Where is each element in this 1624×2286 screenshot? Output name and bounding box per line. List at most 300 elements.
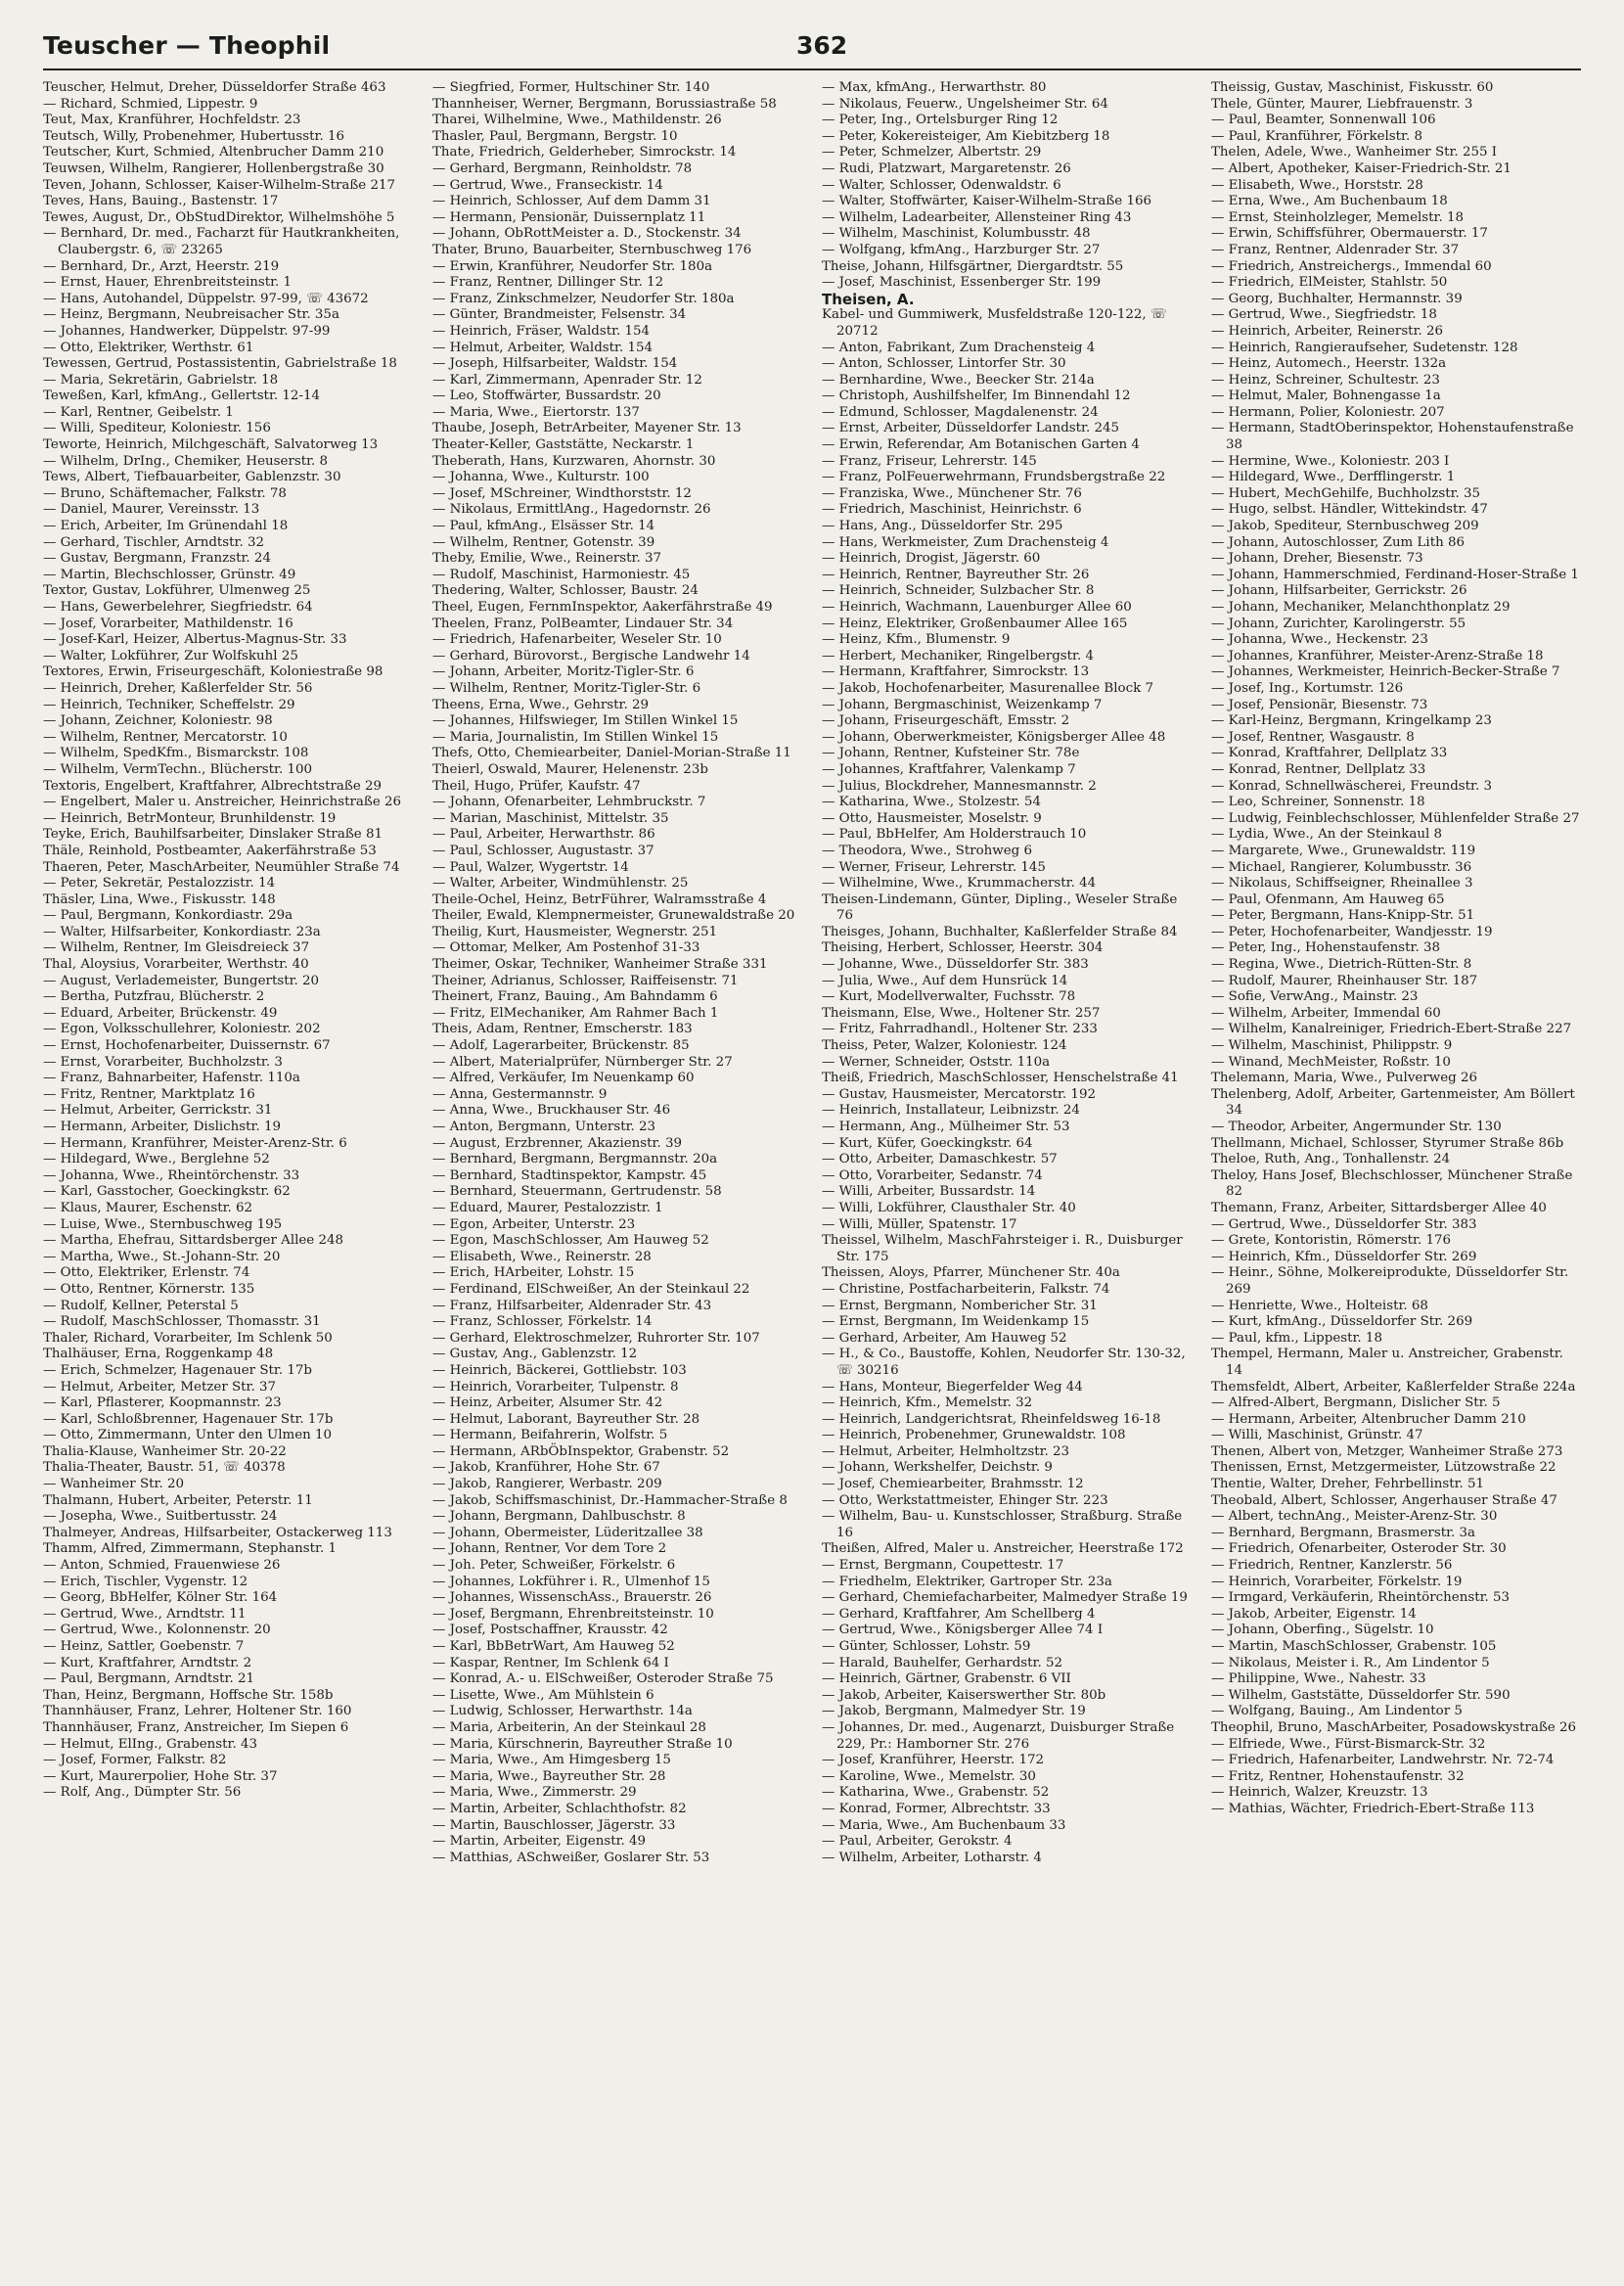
- directory-entry: — Leo, Schreiner, Sonnenstr. 18: [1211, 795, 1425, 810]
- directory-entry: — Heinr., Söhne, Molkereiprodukte, Düsseldorfer Str. 269: [1211, 1265, 1569, 1297]
- directory-entry: — Kaspar, Rentner, Im Schlenk 64 I: [432, 1655, 669, 1670]
- directory-entry: Thater, Bruno, Bauarbeiter, Sternbuschweg 176: [432, 242, 752, 257]
- directory-entry: — Maria, Sekretärin, Gabrielstr. 18: [43, 372, 279, 388]
- column-3: [822, 80, 1194, 2268]
- directory-entry: — Edmund, Schlosser, Magdalenenstr. 24: [822, 404, 1099, 420]
- directory-entry: — Josef, Maschinist, Essenberger Str. 199: [822, 275, 1102, 291]
- directory-entry: — Ludwig, Feinblechschlosser, Mühlenfelder Straße 27: [1211, 810, 1580, 826]
- directory-entry: — Josef, Chemiearbeiter, Brahmsstr. 12: [822, 1477, 1084, 1492]
- directory-entry: — Konrad, Rentner, Dellplatz 33: [1211, 761, 1426, 777]
- directory-entry: — Heinrich, Dreher, Kaßlerfelder Str. 56: [43, 680, 313, 696]
- directory-entry: — Bertha, Putzfrau, Blücherstr. 2: [43, 989, 265, 1005]
- directory-entry: — Martha, Wwe., St.-Johann-Str. 20: [43, 1249, 281, 1264]
- directory-entry: — Hubert, MechGehilfe, Buchholzstr. 35: [1211, 485, 1481, 501]
- directory-entry: — Friedrich, Hafenarbeiter, Landwehrstr. Nr. 72-74: [1211, 1753, 1555, 1768]
- directory-entry: Teuwsen, Wilhelm, Rangierer, Hollenbergstraße 30: [43, 160, 384, 176]
- directory-entry: — Heinz, Elektriker, Großenbaumer Allee 165: [822, 616, 1128, 631]
- directory-entry: — Hans, Monteur, Biegerfelder Weg 44: [822, 1379, 1083, 1394]
- directory-entry: — Helmut, Arbeiter, Metzer Str. 37: [43, 1379, 277, 1394]
- directory-entry: Theissen, Aloys, Pfarrer, Münchener Str. 40a: [822, 1265, 1120, 1281]
- directory-entry: Thempel, Hermann, Maler u. Anstreicher, Grabenstr. 14: [1211, 1347, 1563, 1378]
- directory-entry: — Regina, Wwe., Dietrich-Rütten-Str. 8: [1211, 957, 1472, 973]
- directory-entry: — Erwin, Referendar, Am Botanischen Garten 4: [822, 437, 1140, 453]
- directory-entry: — Ferdinand, ElSchweißer, An der Steinkaul 22: [432, 1281, 750, 1297]
- directory-entry: Than, Heinz, Bergmann, Hoffsche Str. 158b: [43, 1687, 334, 1703]
- directory-entry: — Ernst, Vorarbeiter, Buchholzstr. 3: [43, 1054, 283, 1070]
- directory-entry: — Ernst, Bergmann, Coupettestr. 17: [822, 1558, 1064, 1574]
- directory-entry: Theiner, Adrianus, Schlosser, Raiffeisenstr. 71: [432, 973, 739, 988]
- directory-entry: — Wilhelm, Gaststätte, Düsseldorfer Str. 590: [1211, 1687, 1511, 1703]
- directory-entry: — Erich, HArbeiter, Lohstr. 15: [432, 1265, 635, 1281]
- directory-entry: — Otto, Zimmermann, Unter den Ulmen 10: [43, 1428, 333, 1443]
- directory-entry: — Gerhard, Elektroschmelzer, Ruhrorter Str. 107: [432, 1330, 760, 1346]
- directory-entry: — Heinrich, Techniker, Scheffelstr. 29: [43, 697, 295, 712]
- directory-entry: Theiss, Peter, Walzer, Koloniestr. 124: [822, 1038, 1067, 1054]
- directory-entry: — Walter, Arbeiter, Windmühlenstr. 25: [432, 876, 689, 892]
- directory-entry: — Heinrich, Probenehmer, Grunewaldstr. 108: [822, 1428, 1126, 1443]
- directory-entry: Themann, Franz, Arbeiter, Sittardsberger Allee 40: [1211, 1200, 1547, 1215]
- directory-entry: Teyke, Erich, Bauhilfsarbeiter, Dinslaker Straße 81: [43, 827, 383, 843]
- directory-entry: — Johann, Bergmann, Dahlbuschstr. 8: [432, 1509, 686, 1525]
- directory-entry: — Heinrich, Landgerichtsrat, Rheinfeldsweg 16-18: [822, 1411, 1161, 1427]
- directory-entry: Theil, Hugo, Prüfer, Kaufstr. 47: [432, 778, 641, 794]
- directory-entry: — Luise, Wwe., Sternbuschweg 195: [43, 1216, 283, 1232]
- directory-entry: — Johann, Dreher, Biesenstr. 73: [1211, 551, 1423, 567]
- directory-entry: — Jakob, Kranführer, Hohe Str. 67: [432, 1460, 660, 1476]
- directory-entry: — Karl, BbBetrWart, Am Hauweg 52: [432, 1639, 675, 1654]
- directory-entry: — Konrad, Kraftfahrer, Dellplatz 33: [1211, 746, 1448, 761]
- directory-entry: — Rudi, Platzwart, Margaretenstr. 26: [822, 160, 1071, 176]
- directory-entry: — Hildegard, Wwe., Derfflingerstr. 1: [1211, 470, 1456, 485]
- directory-entry: — Johann, Bergmaschinist, Weizenkamp 7: [822, 697, 1103, 712]
- directory-entry: — Ottomar, Melker, Am Postenhof 31-33: [432, 940, 700, 956]
- directory-entry: Theobald, Albert, Schlosser, Angerhauser Straße 47: [1211, 1492, 1557, 1508]
- directory-entry: — Friedrich, Rentner, Kanzlerstr. 56: [1211, 1558, 1453, 1574]
- column-4: [1211, 80, 1583, 2268]
- directory-entry: — Erich, Schmelzer, Hagenauer Str. 17b: [43, 1362, 312, 1378]
- directory-entry: — Erich, Arbeiter, Im Grünendahl 18: [43, 519, 289, 534]
- directory-entry: Teven, Johann, Schlosser, Kaiser-Wilhelm-Straße 217: [43, 177, 396, 193]
- directory-entry: — Otto, Rentner, Körnerstr. 135: [43, 1281, 255, 1297]
- directory-entry: — Richard, Schmied, Lippestr. 9: [43, 96, 258, 112]
- directory-entry: — Martin, Arbeiter, Schlachthofstr. 82: [432, 1801, 687, 1816]
- directory-entry: — Johann, Oberfing., Sügelstr. 10: [1211, 1623, 1434, 1638]
- directory-entry: — Hugo, selbst. Händler, Wittekindstr. 47: [1211, 502, 1488, 518]
- directory-entry: — Bernhard, Bergmann, Bergmannstr. 20a: [432, 1152, 718, 1167]
- directory-entry: Thellmann, Michael, Schlosser, Styrumer Straße 86b: [1211, 1135, 1564, 1151]
- directory-entry: — Leo, Stoffwärter, Bussardstr. 20: [432, 389, 661, 404]
- directory-entry: — Josef, Former, Falkstr. 82: [43, 1753, 227, 1768]
- directory-entry: — Otto, Arbeiter, Damaschkestr. 57: [822, 1152, 1058, 1167]
- directory-entry: — Fritz, Fahrradhandl., Holtener Str. 233: [822, 1022, 1098, 1037]
- directory-entry: — Heinrich, Arbeiter, Reinerstr. 26: [1211, 323, 1444, 339]
- directory-entry: — Herbert, Mechaniker, Ringelbergstr. 4: [822, 648, 1095, 663]
- directory-entry: — Kurt, Maurerpolier, Hohe Str. 37: [43, 1768, 278, 1784]
- directory-entry: — Gertrud, Wwe., Franseckistr. 14: [432, 177, 663, 193]
- directory-entry: — Johannes, Kranführer, Meister-Arenz-Straße 18: [1211, 648, 1544, 663]
- directory-entry: — Karl-Heinz, Bergmann, Kringelkamp 23: [1211, 713, 1492, 729]
- directory-entry: — Margarete, Wwe., Grunewaldstr. 119: [1211, 843, 1476, 858]
- directory-entry: Thal, Aloysius, Vorarbeiter, Werthstr. 40: [43, 957, 309, 973]
- directory-entry: — Karl, Zimmermann, Apenrader Str. 12: [432, 372, 702, 388]
- directory-entry: Teuscher, Helmut, Dreher, Düsseldorfer Straße 463: [43, 80, 386, 95]
- directory-entry: — Wilhelm, Arbeiter, Lotharstr. 4: [822, 1850, 1042, 1865]
- directory-entry: — Wilhelm, Rentner, Gotenstr. 39: [432, 534, 655, 550]
- directory-entry: Textoris, Engelbert, Kraftfahrer, Albrechtstraße 29: [43, 778, 383, 794]
- directory-entry: Teves, Hans, Bauing., Bastenstr. 17: [43, 194, 279, 209]
- directory-entry: — Karl, Rentner, Geibelstr. 1: [43, 404, 234, 420]
- directory-entry: — Willi, Spediteur, Koloniestr. 156: [43, 421, 271, 436]
- directory-entry: — H., & Co., Baustoffe, Kohlen, Neudorfer Str. 130-32, ☏ 30216: [822, 1347, 1186, 1378]
- directory-entry: — Gerhard, Arbeiter, Am Hauweg 52: [822, 1330, 1067, 1346]
- directory-entry: — Jakob, Arbeiter, Eigenstr. 14: [1211, 1606, 1417, 1622]
- directory-entry: — Gerhard, Chemiefacharbeiter, Malmedyer Straße 19: [822, 1590, 1188, 1606]
- directory-entry: — Heinrich, Schlosser, Auf dem Damm 31: [432, 194, 711, 209]
- directory-entry: — Gerhard, Tischler, Arndtstr. 32: [43, 534, 265, 550]
- directory-entry: Thasler, Paul, Bergmann, Bergstr. 10: [432, 128, 678, 144]
- directory-entry: — Wilhelm, VermTechn., Blücherstr. 100: [43, 761, 313, 777]
- directory-entry: — Josef, Pensionär, Biesenstr. 73: [1211, 697, 1428, 712]
- directory-entry: — Günter, Schlosser, Lohstr. 59: [822, 1639, 1031, 1654]
- directory-entry: Theis, Adam, Rentner, Emscherstr. 183: [432, 1022, 693, 1037]
- directory-entry: — Helmut, Maler, Bohnengasse 1a: [1211, 389, 1441, 404]
- directory-entry: — Fritz, Rentner, Hohenstaufenstr. 32: [1211, 1768, 1465, 1784]
- directory-entry: — Heinrich, Kfm., Düsseldorfer Str. 269: [1211, 1249, 1477, 1264]
- directory-entry: Thelen, Adele, Wwe., Wanheimer Str. 255 I: [1211, 145, 1498, 160]
- directory-entry: — Willi, Arbeiter, Bussardstr. 14: [822, 1184, 1036, 1200]
- directory-entry: Theloe, Ruth, Ang., Tonhallenstr. 24: [1211, 1152, 1451, 1167]
- directory-entry: — Heinz, Automech., Heerstr. 132a: [1211, 356, 1447, 372]
- directory-entry: — Albert, technAng., Meister-Arenz-Str. 30: [1211, 1509, 1498, 1525]
- directory-entry: Theissig, Gustav, Maschinist, Fiskusstr. 60: [1211, 80, 1494, 95]
- directory-entry: — Otto, Elektriker, Erlenstr. 74: [43, 1265, 250, 1281]
- directory-entry: — Nikolaus, Schiffseigner, Rheinallee 3: [1211, 876, 1473, 892]
- directory-entry: — Irmgard, Verkäuferin, Rheintörchenstr. 53: [1211, 1590, 1511, 1606]
- directory-entry: — Werner, Schneider, Oststr. 110a: [822, 1054, 1051, 1070]
- directory-entry: — Wilhelm, Maschinist, Kolumbusstr. 48: [822, 226, 1091, 242]
- directory-entry: — Franz, Schlosser, Förkelstr. 14: [432, 1314, 653, 1330]
- page-header: [43, 23, 1581, 70]
- directory-entry: — Peter, Schmelzer, Albertstr. 29: [822, 145, 1042, 160]
- directory-entry: — Günter, Brandmeister, Felsenstr. 34: [432, 307, 687, 323]
- directory-entry: — Johann, Mechaniker, Melanchthonplatz 29: [1211, 600, 1511, 615]
- directory-entry: — Heinrich, Drogist, Jägerstr. 60: [822, 551, 1041, 567]
- directory-entry: — Lydia, Wwe., An der Steinkaul 8: [1211, 827, 1443, 843]
- directory-entry: — Heinrich, Vorarbeiter, Förkelstr. 19: [1211, 1574, 1463, 1589]
- directory-entry: — Peter, Ing., Hohenstaufenstr. 38: [1211, 940, 1440, 956]
- directory-entry: — Ernst, Hochofenarbeiter, Duissernstr. 67: [43, 1038, 331, 1054]
- directory-entry: — Wolfgang, kfmAng., Harzburger Str. 27: [822, 242, 1101, 257]
- directory-entry: — Josepha, Wwe., Suitbertusstr. 24: [43, 1509, 278, 1525]
- directory-entry: — Gerhard, Bergmann, Reinholdstr. 78: [432, 160, 693, 176]
- directory-entry: — Engelbert, Maler u. Anstreicher, Heinrichstraße 26: [43, 795, 402, 810]
- directory-entry: — Ernst, Bergmann, Nombericher Str. 31: [822, 1298, 1098, 1313]
- directory-entry: — Georg, Buchhalter, Hermannstr. 39: [1211, 291, 1463, 306]
- directory-entry: — Paul, Kranführer, Förkelstr. 8: [1211, 128, 1422, 144]
- directory-entry: — Heinz, Schreiner, Schultestr. 23: [1211, 372, 1440, 388]
- directory-entry: — Elisabeth, Wwe., Reinerstr. 28: [432, 1249, 652, 1264]
- directory-entry: — Paul, Arbeiter, Herwarthstr. 86: [432, 827, 655, 843]
- directory-entry: — Jakob, Spediteur, Sternbuschweg 209: [1211, 519, 1479, 534]
- directory-entry: — Johannes, Handwerker, Düppelstr. 97-99: [43, 323, 331, 339]
- directory-entry: — Heinrich, Schneider, Sulzbacher Str. 8: [822, 583, 1095, 599]
- directory-entry: — Heinz, Arbeiter, Alsumer Str. 42: [432, 1395, 663, 1411]
- directory-entry: — Heinrich, Fräser, Waldstr. 154: [432, 323, 651, 339]
- directory-entry: — Alfred-Albert, Bergmann, Dislicher Str. 5: [1211, 1395, 1501, 1411]
- directory-entry: — Gustav, Hausmeister, Mercatorstr. 192: [822, 1086, 1096, 1102]
- directory-entry: Theisen, A.: [822, 290, 915, 308]
- directory-entry: Thate, Friedrich, Gelderheber, Simrockstr. 14: [432, 145, 737, 160]
- directory-entry: — Helmut, ElIng., Grabenstr. 43: [43, 1736, 257, 1752]
- directory-entry: — Friedrich, Hafenarbeiter, Weseler Str. 10: [432, 632, 722, 648]
- directory-entry: — Josef-Karl, Heizer, Albertus-Magnus-Str. 33: [43, 632, 347, 648]
- directory-entry: — Paul, Bergmann, Konkordiastr. 29a: [43, 908, 293, 924]
- directory-entry: — Maria, Arbeiterin, An der Steinkaul 28: [432, 1719, 706, 1735]
- directory-entry: — Maria, Wwe., Am Himgesberg 15: [432, 1753, 671, 1768]
- directory-entry: — Klaus, Maurer, Eschenstr. 62: [43, 1200, 253, 1215]
- directory-entry: — Paul, kfm., Lippestr. 18: [1211, 1330, 1382, 1346]
- directory-entry: — Wilhelm, Bau- u. Kunstschlosser, Straßburg. Straße 16: [822, 1509, 1183, 1540]
- directory-entry: Theloy, Hans Josef, Blechschlosser, Münchener Straße 82: [1211, 1167, 1573, 1200]
- directory-entry: Themsfeldt, Albert, Arbeiter, Kaßlerfelder Straße 224a: [1211, 1379, 1576, 1394]
- directory-entry: — Paul, Ofenmann, Am Hauweg 65: [1211, 892, 1445, 907]
- directory-entry: — Konrad, Former, Albrechtstr. 33: [822, 1801, 1051, 1816]
- directory-entry: — Matthias, ASchweißer, Goslarer Str. 53: [432, 1850, 710, 1865]
- directory-entry: — Erwin, Schiffsführer, Obermauerstr. 17: [1211, 226, 1488, 242]
- directory-entry: — Erna, Wwe., Am Buchenbaum 18: [1211, 194, 1448, 209]
- directory-entry: Thalia-Klause, Wanheimer Str. 20-22: [43, 1443, 287, 1459]
- directory-entry: — Josef, Ing., Kortumstr. 126: [1211, 680, 1404, 696]
- directory-entry: — Johann, ObRottMeister a. D., Stockenstr. 34: [432, 226, 742, 242]
- directory-entry: — Maria, Journalistin, Im Stillen Winkel 15: [432, 729, 719, 745]
- directory-entry: — Heinz, Kfm., Blumenstr. 9: [822, 632, 1011, 648]
- directory-entry: — Hildegard, Wwe., Berglehne 52: [43, 1152, 270, 1167]
- directory-entry: — Heinrich, Vorarbeiter, Tulpenstr. 8: [432, 1379, 679, 1394]
- directory-entry: — Bernhardine, Wwe., Beecker Str. 214a: [822, 372, 1095, 388]
- directory-entry: Thannhäuser, Franz, Anstreicher, Im Siepen 6: [43, 1719, 349, 1735]
- directory-entry: — Paul, Arbeiter, Gerokstr. 4: [822, 1834, 1013, 1850]
- directory-entry: Theising, Herbert, Schlosser, Heerstr. 304: [822, 940, 1104, 956]
- directory-entry: — Michael, Rangierer, Kolumbusstr. 36: [1211, 859, 1472, 875]
- directory-entry: — Helmut, Arbeiter, Helmholtzstr. 23: [822, 1443, 1070, 1459]
- directory-entry: — Gertrud, Wwe., Siegfriedstr. 18: [1211, 307, 1437, 323]
- directory-entry: — Johannes, WissenschAss., Brauerstr. 26: [432, 1590, 712, 1606]
- directory-entry: — Paul, kfmAng., Elsässer Str. 14: [432, 519, 655, 534]
- directory-entry: Tews, Albert, Tiefbauarbeiter, Gablenzstr. 30: [43, 470, 341, 485]
- directory-entry: — Hermann, Arbeiter, Altenbrucher Damm 210: [1211, 1411, 1526, 1427]
- directory-entry: — Walter, Lokführer, Zur Wolfskuhl 25: [43, 648, 298, 663]
- directory-entry: — Gustav, Ang., Gablenzstr. 12: [432, 1347, 638, 1362]
- directory-entry: Thamm, Alfred, Zimmermann, Stephanstr. 1: [43, 1541, 338, 1557]
- directory-entry: — Wilhelm, Rentner, Moritz-Tigler-Str. 6: [432, 680, 701, 696]
- directory-entry: Thenissen, Ernst, Metzgermeister, Lützowstraße 22: [1211, 1460, 1556, 1476]
- directory-entry: — Otto, Werkstattmeister, Ehinger Str. 223: [822, 1492, 1108, 1508]
- directory-entry: — Maria, Wwe., Bayreuther Str. 28: [432, 1768, 666, 1784]
- directory-entry: — Christoph, Aushilfshelfer, Im Binnendahl 12: [822, 389, 1131, 404]
- directory-entry: Tharei, Wilhelmine, Wwe., Mathildenstr. 26: [432, 113, 722, 128]
- directory-entry: — Johannes, Hilfswieger, Im Stillen Winkel 15: [432, 713, 739, 729]
- directory-entry: Thalhäuser, Erna, Roggenkamp 48: [43, 1347, 274, 1362]
- directory-entry: — Hans, Ang., Düsseldorfer Str. 295: [822, 519, 1063, 534]
- directory-entry: — Jakob, Schiffsmaschinist, Dr.-Hammacher-Straße 8: [432, 1492, 788, 1508]
- directory-entry: Theisges, Johann, Buchhalter, Kaßlerfelder Straße 84: [822, 924, 1178, 939]
- directory-entry: — Nikolaus, Feuerw., Ungelsheimer Str. 64: [822, 96, 1108, 112]
- directory-entry: Theierl, Oswald, Maurer, Helenenstr. 23b: [432, 761, 708, 777]
- directory-entry: Thäsler, Lina, Wwe., Fiskusstr. 148: [43, 892, 276, 907]
- directory-entry: — Heinz, Sattler, Goebenstr. 7: [43, 1639, 245, 1654]
- directory-entry: — Wilhelm, SpedKfm., Bismarckstr. 108: [43, 746, 309, 761]
- directory-entry: — Egon, MaschSchlosser, Am Hauweg 52: [432, 1233, 709, 1249]
- directory-entry: — Franz, Hilfsarbeiter, Aldenrader Str. 43: [432, 1298, 712, 1313]
- directory-entry: — Wilhelm, Ladearbeiter, Allensteiner Ring 43: [822, 209, 1132, 225]
- directory-entry: — Heinz, Bergmann, Neubreisacher Str. 35a: [43, 307, 339, 323]
- directory-entry: — Hans, Gewerbelehrer, Siegfriedstr. 64: [43, 600, 313, 615]
- directory-entry: — Otto, Elektriker, Werthstr. 61: [43, 340, 254, 355]
- directory-entry: — Kurt, Kraftfahrer, Arndtstr. 2: [43, 1655, 252, 1670]
- directory-entry: Theißen, Alfred, Maler u. Anstreicher, Heerstraße 172: [822, 1541, 1184, 1557]
- directory-entry: — Johannes, Dr. med., Augenarzt, Duisburger Straße 229, Pr.: Hamborner Str. 276: [822, 1719, 1175, 1752]
- directory-entry: Theel, Eugen, FernmInspektor, Aakerfährstraße 49: [432, 600, 773, 615]
- directory-entry: — Kurt, Modellverwalter, Fuchsstr. 78: [822, 989, 1076, 1005]
- directory-entry: — Gerhard, Bürovorst., Bergische Landwehr 14: [432, 648, 750, 663]
- directory-entry: — Johann, Autoschlosser, Zum Lith 86: [1211, 534, 1465, 550]
- directory-entry: — Elisabeth, Wwe., Horststr. 28: [1211, 177, 1423, 193]
- directory-entry: Tewes, August, Dr., ObStudDirektor, Wilhelmshöhe 5: [43, 209, 395, 225]
- directory-entry: Theberath, Hans, Kurzwaren, Ahornstr. 30: [432, 453, 716, 469]
- directory-entry: — Walter, Stoffwärter, Kaiser-Wilhelm-Straße 166: [822, 194, 1152, 209]
- directory-entry: — Hermann, Kranführer, Meister-Arenz-Str. 6: [43, 1135, 347, 1151]
- directory-entry: Thentie, Walter, Dreher, Fehrbellinstr. 51: [1211, 1477, 1485, 1492]
- directory-entry: Thannhäuser, Franz, Lehrer, Holtener Str. 160: [43, 1704, 352, 1719]
- directory-entry: — Karl, Schloßbrenner, Hagenauer Str. 17b: [43, 1411, 334, 1427]
- directory-entry: Teweßen, Karl, kfmAng., Gellertstr. 12-14: [43, 389, 320, 404]
- directory-entry: Thenen, Albert von, Metzger, Wanheimer Straße 273: [1211, 1443, 1563, 1459]
- directory-entry: — Friedhelm, Elektriker, Gartroper Str. 23a: [822, 1574, 1112, 1589]
- directory-entry: — Willi, Maschinist, Grünstr. 47: [1211, 1428, 1423, 1443]
- directory-entry: — Kurt, kfmAng., Düsseldorfer Str. 269: [1211, 1314, 1473, 1330]
- directory-entry: — Paul, Schlosser, Augustastr. 37: [432, 843, 654, 858]
- directory-entry: — Gertrud, Wwe., Königsberger Allee 74 I: [822, 1623, 1104, 1638]
- directory-entry: — Johanna, Wwe., Kulturstr. 100: [432, 470, 650, 485]
- directory-entry: — Heinrich, Bäckerei, Gottliebstr. 103: [432, 1362, 687, 1378]
- page-number: 362: [796, 31, 848, 60]
- directory-entry: — Jakob, Hochofenarbeiter, Masurenallee Block 7: [822, 680, 1153, 696]
- directory-entry: — Katharina, Wwe., Grabenstr. 52: [822, 1785, 1050, 1801]
- directory-entry: — Peter, Hochofenarbeiter, Wandjesstr. 19: [1211, 924, 1493, 939]
- directory-entry: Theater-Keller, Gaststätte, Neckarstr. 1: [432, 437, 695, 453]
- directory-entry: Thedering, Walter, Schlosser, Baustr. 24: [432, 583, 699, 599]
- directory-entry: — Helmut, Arbeiter, Gerrickstr. 31: [43, 1103, 273, 1119]
- directory-entry: — Johann, Ofenarbeiter, Lehmbruckstr. 7: [432, 795, 706, 810]
- directory-entry: Theby, Emilie, Wwe., Reinerstr. 37: [432, 551, 662, 567]
- directory-entry: Thalia-Theater, Baustr. 51, ☏ 40378: [43, 1460, 286, 1476]
- directory-entry: — Ludwig, Schlosser, Herwarthstr. 14a: [432, 1704, 693, 1719]
- directory-entry: — Bernhard, Dr., Arzt, Heerstr. 219: [43, 258, 280, 274]
- directory-entry: — Bernhard, Steuermann, Gertrudenstr. 58: [432, 1184, 722, 1200]
- directory-entry: — Rudolf, Kellner, Peterstal 5: [43, 1298, 239, 1313]
- directory-entry: Thefs, Otto, Chemiearbeiter, Daniel-Morian-Straße 11: [432, 746, 791, 761]
- directory-entry: — Anton, Schmied, Frauenwiese 26: [43, 1558, 281, 1574]
- directory-entry: — Martha, Ehefrau, Sittardsberger Allee 248: [43, 1233, 344, 1249]
- directory-entry: — Johanna, Wwe., Rheintörchenstr. 33: [43, 1167, 300, 1183]
- directory-entry: — Georg, BbHelfer, Kölner Str. 164: [43, 1590, 278, 1606]
- directory-entry: — Gertrud, Wwe., Arndtstr. 11: [43, 1606, 247, 1622]
- directory-entry: — Gertrud, Wwe., Düsseldorfer Str. 383: [1211, 1216, 1477, 1232]
- directory-entry: — Friedrich, Anstreichergs., Immendal 60: [1211, 258, 1492, 274]
- directory-entry: — Josef, Postschaffner, Krausstr. 42: [432, 1623, 668, 1638]
- directory-entry: — Fritz, Rentner, Marktplatz 16: [43, 1086, 255, 1102]
- directory-entry: — Hermann, Pensionär, Duissernplatz 11: [432, 209, 706, 225]
- directory-entry: — Anna, Wwe., Bruckhauser Str. 46: [432, 1103, 671, 1119]
- directory-entry: — Anton, Schlosser, Lintorfer Str. 30: [822, 356, 1066, 372]
- directory-entry: Theinert, Franz, Bauing., Am Bahndamm 6: [432, 989, 718, 1005]
- directory-entry: Thalmann, Hubert, Arbeiter, Peterstr. 11: [43, 1492, 313, 1508]
- directory-entry: — Bernhard, Bergmann, Brasmerstr. 3a: [1211, 1525, 1476, 1540]
- directory-entry: — Wilhelmine, Wwe., Krummacherstr. 44: [822, 876, 1097, 892]
- directory-entry: Theismann, Else, Wwe., Holtener Str. 257: [822, 1005, 1101, 1021]
- directory-entry: — Heinrich, Rentner, Bayreuther Str. 26: [822, 567, 1090, 582]
- directory-entry: — Julius, Blockdreher, Mannesmannstr. 2: [822, 778, 1097, 794]
- directory-entry: — Hermann, Kraftfahrer, Simrockstr. 13: [822, 664, 1090, 680]
- directory-entry: Thaler, Richard, Vorarbeiter, Im Schlenk 50: [43, 1330, 333, 1346]
- directory-entry: — Rolf, Ang., Dümpter Str. 56: [43, 1785, 242, 1801]
- directory-entry: — Eduard, Maurer, Pestalozzistr. 1: [432, 1200, 663, 1215]
- directory-entry: — Grete, Kontoristin, Römerstr. 176: [1211, 1233, 1452, 1249]
- directory-entry: Teut, Max, Kranführer, Hochfeldstr. 23: [43, 113, 301, 128]
- directory-entry: — Martin, Arbeiter, Eigenstr. 49: [432, 1834, 647, 1850]
- directory-entry: — Ernst, Arbeiter, Düsseldorfer Landstr. 245: [822, 421, 1120, 436]
- directory-entry: — Siegfried, Former, Hultschiner Str. 140: [432, 80, 710, 95]
- directory-entry: — Johann, Rentner, Kufsteiner Str. 78e: [822, 746, 1080, 761]
- directory-entry: — Peter, Ing., Ortelsburger Ring 12: [822, 113, 1059, 128]
- column-1: [43, 80, 415, 2268]
- directory-entry: — Willi, Müller, Spatenstr. 17: [822, 1216, 1017, 1232]
- directory-entry: — Johann, Arbeiter, Moritz-Tigler-Str. 6: [432, 664, 695, 680]
- directory-entry: — Harald, Bauhelfer, Gerhardstr. 52: [822, 1655, 1062, 1670]
- directory-entry: — Erwin, Kranführer, Neudorfer Str. 180a: [432, 258, 713, 274]
- directory-entry: — Wilhelm, Arbeiter, Immendal 60: [1211, 1005, 1441, 1021]
- directory-entry: Tewessen, Gertrud, Postassistentin, Gabrielstraße 18: [43, 356, 397, 372]
- directory-entry: — Wilhelm, Kanalreiniger, Friedrich-Ebert-Straße 227: [1211, 1022, 1572, 1037]
- directory-entry: — Jakob, Arbeiter, Kaiserswerther Str. 80b: [822, 1687, 1106, 1703]
- directory-entry: — Wilhelm, Rentner, Im Gleisdreieck 37: [43, 940, 310, 956]
- directory-entry: Theisen-Lindemann, Günter, Dipling., Weseler Straße 76: [822, 892, 1178, 924]
- directory-entry: Thelenberg, Adolf, Arbeiter, Gartenmeister, Am Böllert 34: [1211, 1086, 1575, 1119]
- directory-entry: Thannheiser, Werner, Bergmann, Borussiastraße 58: [432, 96, 777, 112]
- directory-entry: Thele, Günter, Maurer, Liebfrauenstr. 3: [1211, 96, 1473, 112]
- directory-entry: — Theodor, Arbeiter, Angermunder Str. 130: [1211, 1120, 1502, 1134]
- directory-entry: — Jakob, Bergmann, Malmedyer Str. 19: [822, 1704, 1086, 1719]
- directory-entry: — Peter, Sekretär, Pestalozzistr. 14: [43, 876, 276, 892]
- directory-entry: — Wilhelm, DrIng., Chemiker, Heuserstr. 8: [43, 453, 329, 469]
- directory-entry: — Heinrich, Kfm., Memelstr. 32: [822, 1395, 1033, 1411]
- directory-entry: — Egon, Arbeiter, Unterstr. 23: [432, 1216, 636, 1232]
- directory-entry: — Werner, Friseur, Lehrerstr. 145: [822, 859, 1046, 875]
- directory-entry: — Josef, MSchreiner, Windthorststr. 12: [432, 485, 692, 501]
- directory-entry: — Erich, Tischler, Vygenstr. 12: [43, 1574, 248, 1589]
- directory-entry: — Henriette, Wwe., Holteistr. 68: [1211, 1298, 1428, 1313]
- directory-entry: — Martin, MaschSchlosser, Grabenstr. 105: [1211, 1639, 1497, 1654]
- directory-entry: — Johann, Rentner, Vor dem Tore 2: [432, 1541, 667, 1557]
- directory-entry: — Heinrich, Rangieraufseher, Sudetenstr. 128: [1211, 340, 1518, 355]
- directory-entry: — Albert, Apotheker, Kaiser-Friedrich-Str. 21: [1211, 160, 1511, 176]
- directory-entry: — Hermann, Arbeiter, Dislichstr. 19: [43, 1120, 282, 1134]
- directory-entry: Theiler, Ewald, Klempnermeister, Grunewaldstraße 20: [432, 908, 795, 924]
- directory-entry: — Konrad, A.- u. ElSchweißer, Osteroder Straße 75: [432, 1671, 774, 1687]
- directory-entry: — Johann, Obermeister, Lüderitzallee 38: [432, 1525, 703, 1540]
- directory-entry: Textores, Erwin, Friseurgeschäft, Koloniestraße 98: [43, 664, 383, 680]
- directory-entry: — Maria, Wwe., Eiertorstr. 137: [432, 404, 640, 420]
